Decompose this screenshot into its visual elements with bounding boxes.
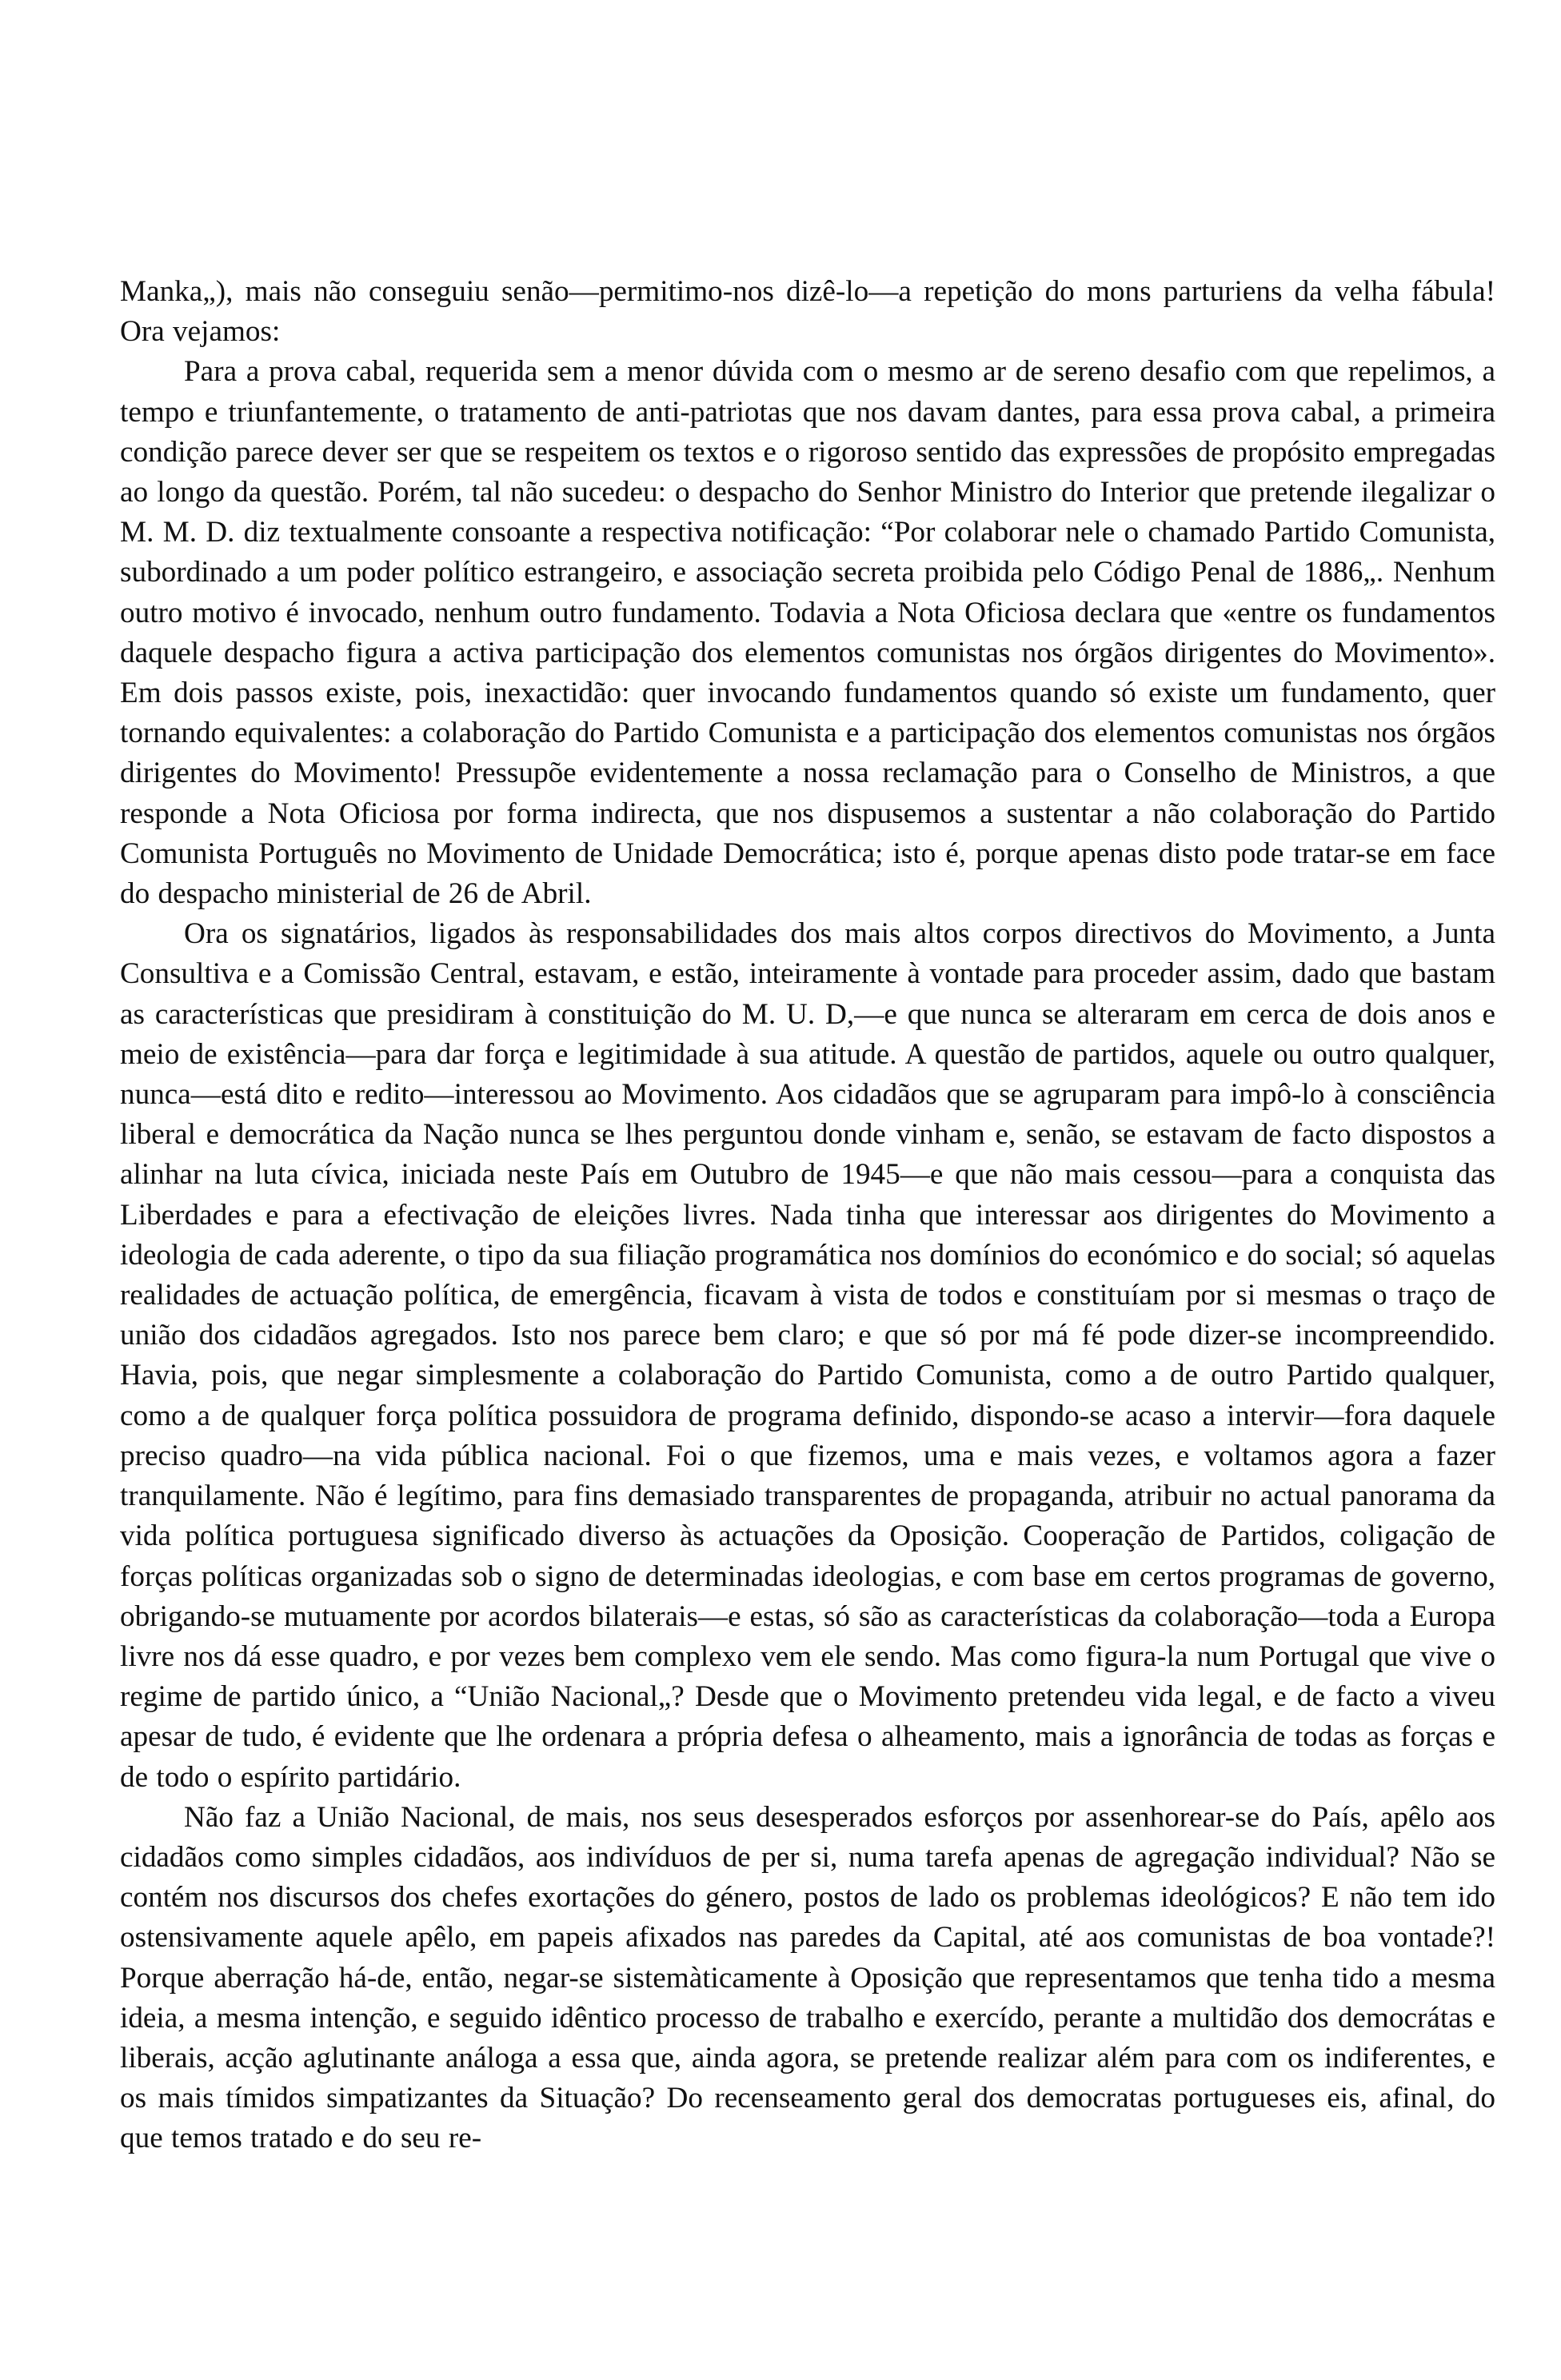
paragraph-3: Ora os signatários, ligados às responsabilidades dos mais altos corpos directivos do Movimento, a Junta Consultiva e a Comissão Central, estavam, e estão, inteiramente à vontade para proceder assim, dado que bastam as características que presidiram à constituição do M. U. D,—e que nunca se alteraram em cerca de dois anos e meio de existência—para dar força e legitimidade à sua atitude. A questão de partidos, aquele ou outro qualquer, nunca—está dito e redito—interessou ao Movimento. Aos cidadãos que se agruparam para impô-lo à consciência liberal e democrática da Nação nunca se lhes perguntou donde vinham e, senão, se estavam de facto dispostos a alinhar na luta cívica, iniciada neste País em Outubro de 1945—e que não mais cessou—para a conquista das Liberdades e para a efectivação de eleições livres. Nada tinha que interessar aos dirigentes do Movimento a ideologia de cada aderente, o tipo da sua filiação programática nos domínios do económico e do social; só aquelas realidades de actuação política, de emergência, ficavam à vista de todos e constituíam por si mesmas o traço de união dos cidadãos agregados. Isto nos parece bem claro; e que só por má fé pode dizer-se incompreendido. Havia, pois, que negar simplesmente a colaboração do Partido Comunista, como a de outro Partido qualquer, como a de qualquer força política possuidora de programa definido, dispondo-se acaso a intervir—fora daquele preciso quadro—na vida pública nacional. Foi o que fizemos, uma e mais vezes, e voltamos agora a fazer tranquilamente. Não é legítimo, para fins demasiado transparentes de propaganda, atribuir no actual panorama da vida política portuguesa significado diverso às actuações da Oposição. Cooperação de Partidos, coligação de forças políticas organizadas sob o signo de determinadas ideologias, e com base em certos programas de governo, obrigando-se mutuamente por acordos bilaterais—e estas, só são as características da colaboração—toda a Europa livre nos dá esse quadro, e por vezes bem complexo vem ele sendo. Mas como figura-la num Portugal que vive o regime de partido único, a “União Nacional„? Desde que o Movimento pretendeu vida legal, e de facto a viveu apesar de tudo, é evidente que lhe ordenara a própria defesa o alheamento, mais a ignorância de todas as forças e de todo o espírito partidário. (120, 917, 1495, 1794)
paragraph-4: Não faz a União Nacional, de mais, nos seus desesperados esforços por assenhorear-se do País, apêlo aos cidadãos como simples cidadãos, aos indivíduos de per si, numa tarefa apenas de agregação individual? Não se contém nos discursos dos chefes exortações do género, postos de lado os problemas ideológicos? E não tem ido ostensivamente aquele apêlo, em papeis afixados nas paredes da Capital, até aos comunistas de boa vontade?! Porque aberração há-de, então, negar-se sistemàticamente à Oposição que representamos que tenha tido a mesma ideia, a mesma intenção, e seguido idêntico processo de trabalho e exercído, perante a multidão dos democrátas e liberais, acção aglutinante análoga a essa que, ainda agora, se pretende realizar além para com os indiferentes, e os mais tímidos simpatizantes da Situação? Do recenseamento geral dos democratas portugueses eis, afinal, do que temos tratado e do seu re- (120, 1800, 1495, 2155)
document-page (120, 272, 1495, 2159)
paragraph-1: Manka„), mais não conseguiu senão—permitimo-nos dizê-lo—a repetição do mons parturiens da velha fábula! Ora vejamos: (120, 275, 1495, 349)
paragraph-2: Para a prova cabal, requerida sem a menor dúvida com o mesmo ar de sereno desafio com que repelimos, a tempo e triunfantemente, o tratamento de anti-patriotas que nos davam dantes, para essa prova cabal, a primeira condição parece dever ser que se respeitem os textos e o rigoroso sentido das expressões de propósito empregadas ao longo da questão. Porém, tal não sucedeu: o despacho do Senhor Ministro do Interior que pretende ilegalizar o M. M. D. diz textualmente consoante a respectiva notificação: “Por colaborar nele o chamado Partido Comunista, subordinado a um poder político estrangeiro, e associação secreta proibida pelo Código Penal de 1886„. Nenhum outro motivo é invocado, nenhum outro fundamento. Todavia a Nota Oficiosa declara que «entre os fundamentos daquele despacho figura a activa participação dos elementos comunistas nos órgãos dirigentes do Movimento». Em dois passos existe, pois, inexactidão: quer invocando fundamentos quando só existe um fundamento, quer tornando equivalentes: a colaboração do Partido Comunista e a participação dos elementos comunistas nos órgãos dirigentes do Movimento! Pressupõe evidentemente a nossa reclamação para o Conselho de Ministros, a que responde a Nota Oficiosa por forma indirecta, que nos dispusemos a sustentar a não colaboração do Partido Comunista Português no Movimento de Unidade Democrática; isto é, porque apenas disto pode tratar-se em face do despacho ministerial de 26 de Abril. (120, 355, 1495, 911)
